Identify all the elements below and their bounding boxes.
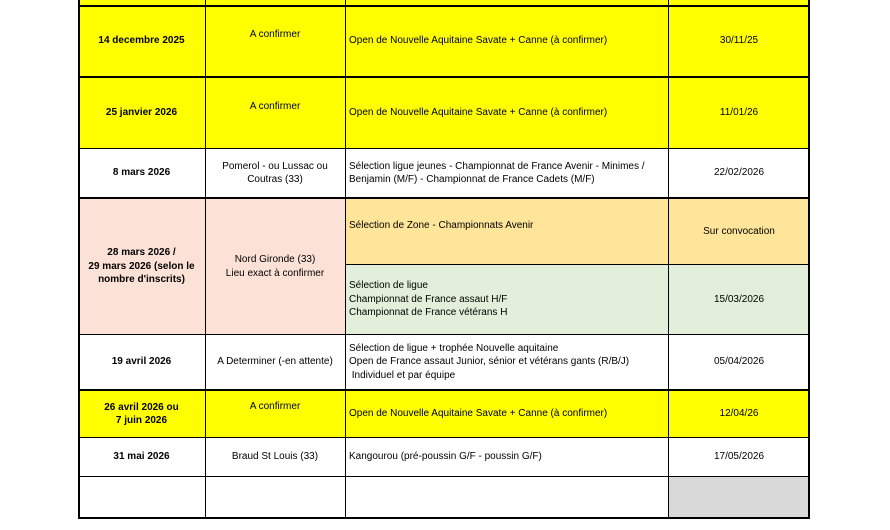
row-3-epreuve <box>345 149 668 197</box>
row-3-lieu <box>205 149 345 197</box>
row-7-epreuve: Kangourou (pré-poussin G/F - poussin G/F) <box>349 451 542 463</box>
row-6-lieu: A confirmer <box>205 391 345 437</box>
grid-hline <box>78 148 810 149</box>
grid-hline <box>78 334 810 335</box>
row-2-date: 25 janvier 2026 <box>78 78 205 148</box>
row-1-lieu: A confirmer <box>205 6 345 76</box>
row-2-epreuve: Open de Nouvelle Aquitaine Savate + Canne (à confirmer) <box>345 78 668 148</box>
row-5-epreuve <box>345 335 668 389</box>
row-5-epreuve-line-1: Sélection de ligue + trophée Nouvelle aquitaine <box>349 342 559 354</box>
row-6-limite: 12/04/26 <box>668 391 810 437</box>
row-3-lieu-line-2: Coutras (33) <box>247 174 303 185</box>
row-3-epreuve-line-1: Sélection ligue jeunes - Championnat de France Avenir - Minimes / <box>349 160 645 172</box>
row-4a-limite: Sur convocation <box>668 199 810 264</box>
row-6-date <box>78 391 205 437</box>
row-1-limite: 30/11/25 <box>668 6 810 76</box>
grid-vline <box>205 0 206 519</box>
row-5-limite: 05/04/2026 <box>713 356 765 368</box>
row-1-date: 14 decembre 2025 <box>78 6 205 76</box>
row-4-date <box>78 199 205 334</box>
empty-row-limite <box>668 477 810 518</box>
grid-hline <box>78 389 810 391</box>
grid-vline <box>808 0 810 519</box>
grid-vline <box>668 0 669 519</box>
row-5-date: 19 avril 2026 <box>111 356 172 368</box>
row-4-lieu <box>205 199 345 334</box>
grid-hline <box>78 517 810 519</box>
row-7-lieu: Braud St Louis (33) <box>231 451 319 463</box>
grid-hline <box>78 476 810 477</box>
row-3-epreuve-line-2: Benjamin (M/F) - Championnat de France Cadets (M/F) <box>349 174 595 185</box>
row-4a-epreuve: Sélection de Zone - Championnats Avenir <box>345 199 668 264</box>
grid-hline <box>78 5 810 7</box>
row-7-limite: 17/05/2026 <box>713 451 765 463</box>
row-4-lieu-line-2: Lieu exact à confirmer <box>225 267 325 279</box>
row-4-date-line-2: 29 mars 2026 (selon le <box>88 260 195 272</box>
row-4b-epreuve-line-1: Sélection de ligue <box>349 280 428 292</box>
row-2-lieu: A confirmer <box>205 78 345 148</box>
row-1-epreuve: Open de Nouvelle Aquitaine Savate + Canne (à confirmer) <box>345 6 668 76</box>
row-4-lieu-line-1: Nord Gironde (33) <box>234 254 316 265</box>
row-3-limite: 22/02/2026 <box>713 167 765 179</box>
grid-vline <box>345 0 346 519</box>
row-5-epreuve-line-2: Open de France assaut Junior, sénior et vétérans gants (R/B/J) <box>349 356 630 368</box>
row-4b-epreuve <box>345 265 668 334</box>
row-3-date: 8 mars 2026 <box>112 167 171 179</box>
grid-hline <box>345 264 810 265</box>
row-3-lieu-line-1: Pomerol - ou Lussac ou <box>222 160 328 172</box>
row-4-date-line-3: nombre d'inscrits) <box>98 274 185 286</box>
grid-hline <box>78 76 810 78</box>
row-5-epreuve-line-3: Individuel et par équipe <box>349 369 456 381</box>
row-6-epreuve: Open de Nouvelle Aquitaine Savate + Canne (à confirmer) <box>345 391 668 437</box>
row-6-date-line-2: 7 juin 2026 <box>115 415 168 426</box>
row-4-date-line-1: 28 mars 2026 / <box>107 247 176 259</box>
row-4b-epreuve-line-2: Championnat de France assaut H/F <box>349 293 508 305</box>
row-4b-limite: 15/03/2026 <box>668 265 810 334</box>
grid-vline <box>78 0 80 519</box>
row-7-date: 31 mai 2026 <box>113 451 170 463</box>
grid-hline <box>78 437 810 438</box>
row-2-limite: 11/01/26 <box>668 78 810 148</box>
row-4b-epreuve-line-3: Championnat de France vétérans H <box>349 307 508 319</box>
row-6-date-line-1: 26 avril 2026 ou <box>104 401 179 413</box>
grid-hline <box>78 197 810 199</box>
row-5-lieu: A Determiner (-en attente) <box>217 356 333 368</box>
